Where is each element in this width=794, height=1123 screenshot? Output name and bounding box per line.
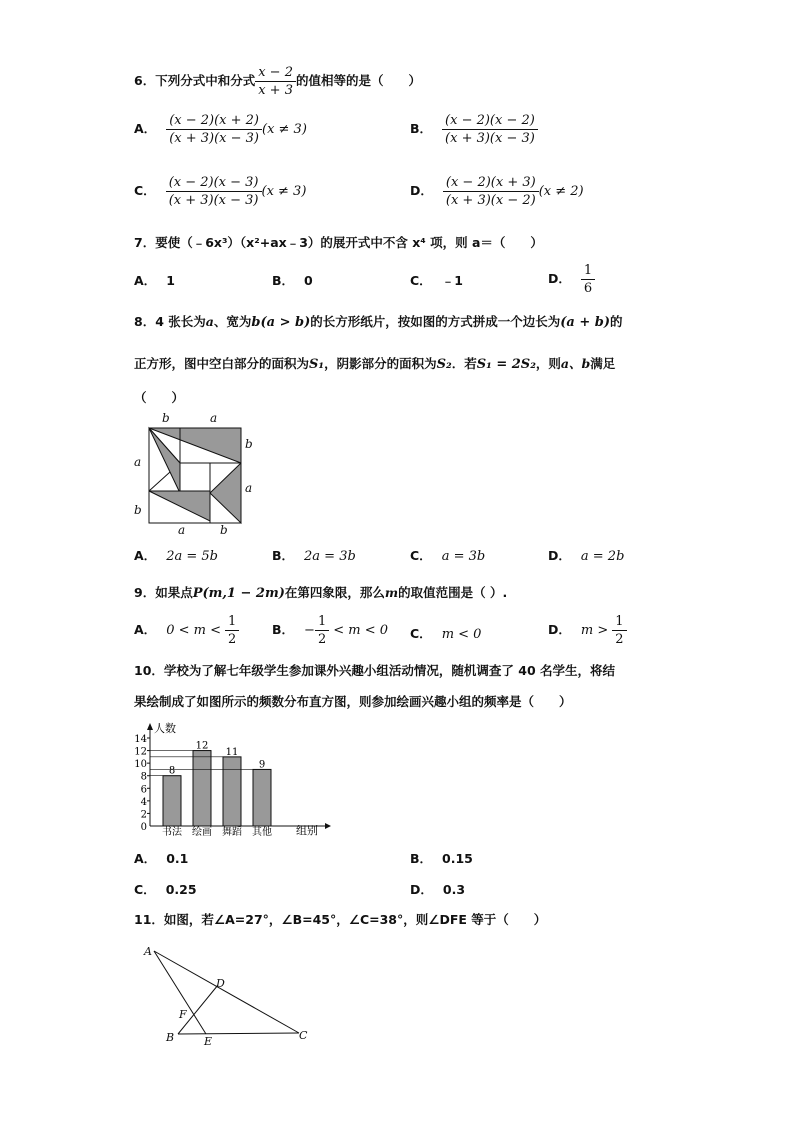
y-tick-label: 0 — [140, 822, 147, 833]
histogram-bar — [163, 776, 181, 826]
question-11-stem: 11．如图，若∠A=27°，∠B=45°，∠C=38°，则∠DFE 等于（ ） — [134, 912, 547, 927]
q8-option-c[interactable]: C． a = 3b — [410, 548, 486, 564]
y-axis-label: 人数 — [154, 722, 176, 735]
q11-triangle-figure — [136, 940, 326, 1050]
histogram-bar — [253, 769, 271, 826]
label-b: B — [166, 1031, 175, 1044]
label-left-b: b — [134, 503, 142, 517]
question-8-line2: 正方形，图中空白部分的面积为S₁，阴影部分的面积为S₂．若S₁ = 2S₂，则a、b满足 — [134, 356, 616, 372]
q7-option-c[interactable]: C． ﹣1 — [410, 273, 463, 288]
question-9-stem: 9．如果点P(m,1 − 2m)在第四象限，那么m的取值范围是（ ）. — [134, 585, 508, 601]
category-label: 舞蹈 — [222, 827, 242, 838]
shaded-triangle-lower — [149, 491, 210, 521]
side-bc — [178, 1033, 299, 1034]
y-tick-label: 14 — [134, 734, 147, 745]
q6-option-c[interactable]: C． $\frac{(x - 2)(x - 3)}{(x + 3)(x - 3)}$ (x ≠ 3) — [134, 175, 307, 208]
q10-option-b[interactable]: B． 0.15 — [410, 851, 473, 866]
q6-option-b[interactable]: B． $\frac{(x - 2)(x - 2)}{(x + 3)(x - 3)}$ — [410, 112, 538, 147]
q9-option-a[interactable]: A． 0 < m < $\frac{1}{2}$ — [134, 613, 239, 648]
label-e: E — [204, 1035, 213, 1048]
question-6-stem: 6．下列分式中和分式 $\frac{x - 2}{x + 3}$ 的值相等的是（ ） — [134, 65, 421, 98]
bar-value-label: 12 — [195, 740, 209, 752]
y-tick-label: 8 — [140, 771, 147, 783]
q7-option-b[interactable]: B． 0 — [272, 273, 313, 288]
side-ac — [154, 951, 299, 1033]
y-axis-arrow — [147, 723, 153, 730]
q9-option-d[interactable]: D． m > $\frac{1}{2}$ — [548, 613, 627, 648]
q6-option-d[interactable]: D． $\frac{(x - 2)(x + 3)}{(x + 3)(x - 2)}$ (x ≠ 2) — [410, 175, 584, 208]
label-d: D — [216, 977, 225, 990]
label-bottom-b: b — [220, 523, 228, 537]
x-axis-arrow — [325, 823, 331, 829]
label-top-b: b — [162, 411, 170, 425]
q10-option-a[interactable]: A． 0.1 — [134, 851, 189, 866]
y-tick-label: 12 — [134, 746, 147, 758]
bar-value-label: 9 — [258, 759, 266, 771]
q9-option-c[interactable]: C． m < 0 — [410, 626, 482, 642]
label-bottom-a: a — [178, 523, 186, 537]
question-8-line3: （ ） — [134, 390, 185, 405]
q9-option-b[interactable]: B． − $\frac{1}{2}$ < m < 0 — [272, 614, 388, 647]
bar-value-label: 11 — [225, 746, 239, 758]
label-top-a: a — [210, 411, 218, 425]
q10-option-d[interactable]: D． 0.3 — [410, 882, 466, 897]
category-label: 绘画 — [192, 827, 212, 838]
category-label: 其他 — [252, 827, 272, 838]
q10-option-c[interactable]: C． 0.25 — [134, 882, 197, 897]
line-ae — [154, 951, 206, 1034]
q8-option-b[interactable]: B． 2a = 3b — [272, 548, 356, 564]
q10-histogram — [120, 718, 340, 840]
question-7-stem: 7．要使（﹣6x³）（x²+ax﹣3）的展开式中不含 x⁴ 项，则 a＝（ ） — [134, 235, 543, 250]
q8-option-d[interactable]: D． a = 2b — [548, 548, 625, 564]
q6-option-a[interactable]: A． $\frac{(x - 2)(x + 2)}{(x + 3)(x - 3)}$ (x ≠ 3) — [134, 113, 307, 146]
y-tick-label: 6 — [140, 784, 147, 796]
label-f: F — [179, 1008, 187, 1021]
label-c: C — [299, 1029, 308, 1042]
q7-option-d[interactable]: D． $\frac{1}{6}$ — [548, 262, 595, 297]
histogram-bar — [223, 757, 241, 826]
shaded-triangle-right — [210, 463, 241, 523]
q8-option-a[interactable]: A． 2a = 5b — [134, 548, 218, 564]
histogram-bar — [193, 751, 211, 826]
question-10-line1: 10．学校为了解七年级学生参加课外兴趣小组活动情况，随机调查了 40 名学生，将结 — [134, 663, 615, 678]
bar-value-label: 8 — [168, 765, 176, 777]
label-a: A — [144, 945, 152, 958]
label-left-a: a — [134, 455, 142, 469]
y-tick-label: 10 — [134, 759, 147, 771]
label-right-b: b — [245, 437, 253, 451]
x-axis-label: 组别 — [296, 824, 318, 837]
label-right-a: a — [245, 481, 253, 495]
category-label: 书法 — [162, 827, 182, 838]
question-8-line1: 8．4 张长为a、宽为b(a > b)的长方形纸片，按如图的方式拼成一个边长为(a + b)的 — [134, 314, 623, 330]
y-tick-label: 2 — [140, 809, 147, 821]
q8-square-figure — [126, 406, 266, 537]
q6-fraction: $\frac{x - 2}{x + 3}$ — [255, 64, 296, 99]
q7-option-a[interactable]: A． 1 — [134, 273, 175, 288]
question-10-line2: 果绘制成了如图所示的频数分布直方图，则参加绘画兴趣小组的频率是（ ） — [134, 694, 572, 709]
y-tick-label: 4 — [140, 796, 147, 808]
